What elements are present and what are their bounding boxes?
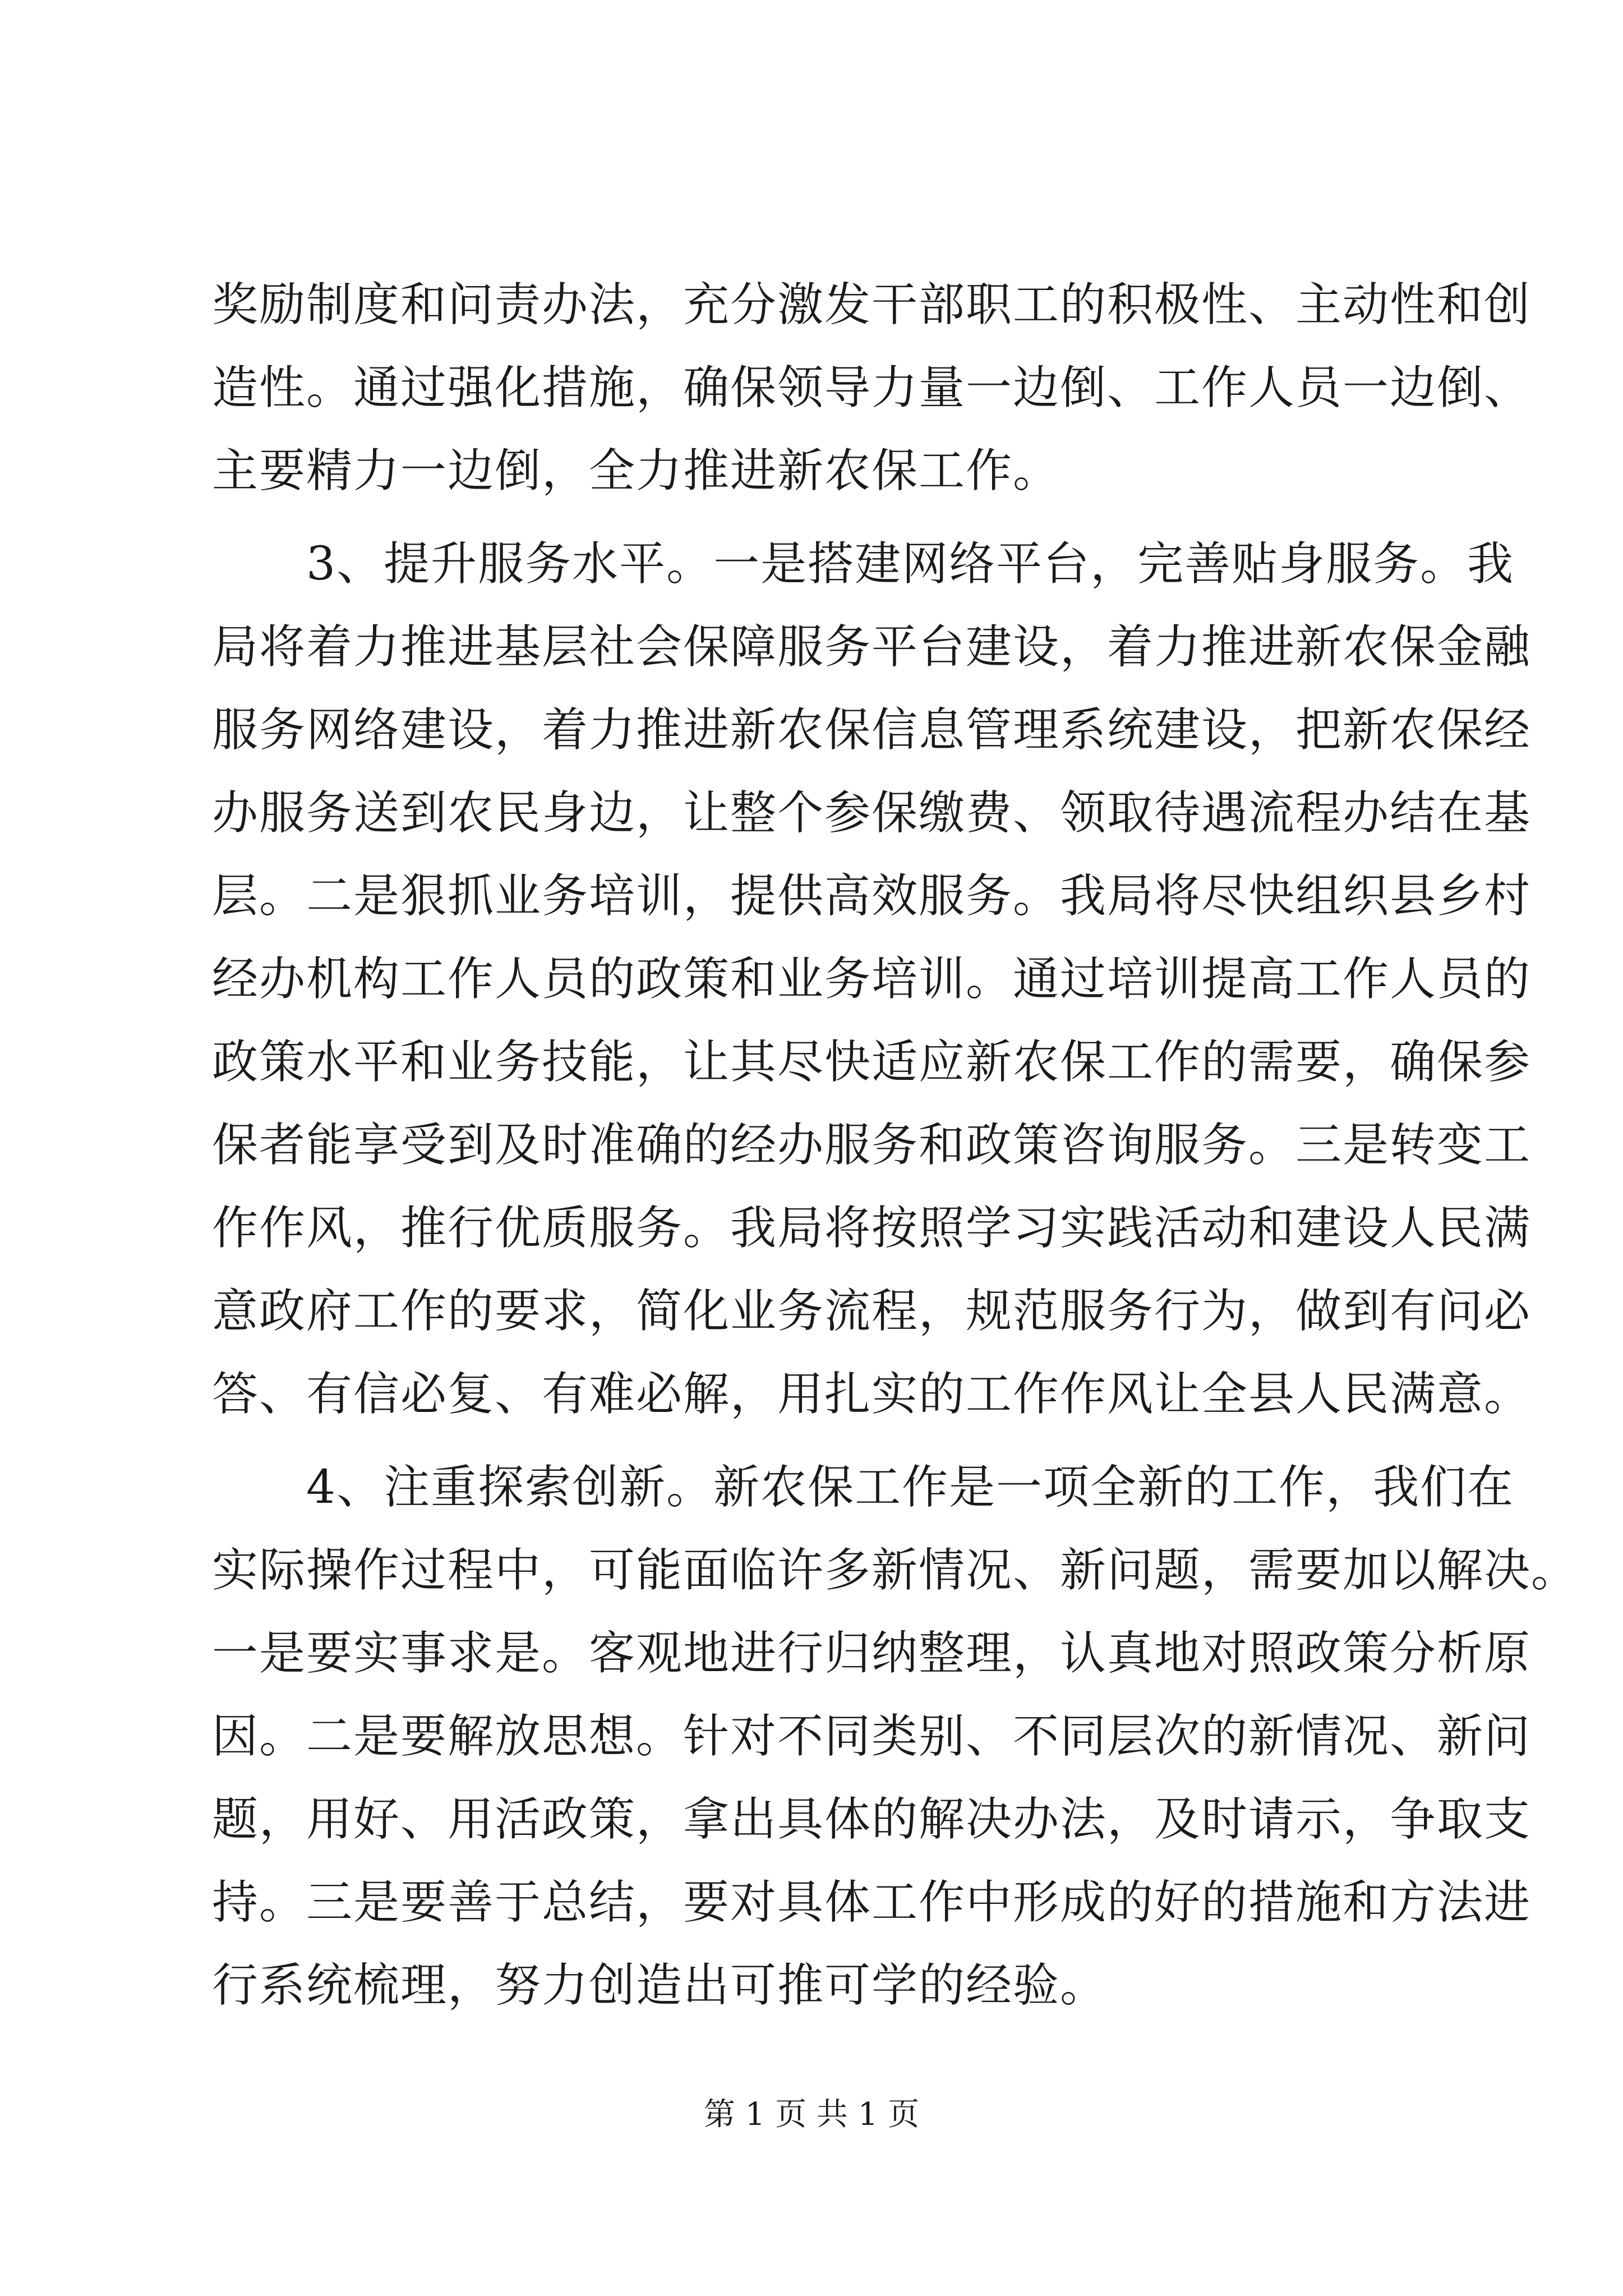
paragraph-2-line-11: 答、有信必复、有难必解，用扎实的工作作风让全县人民满意。 xyxy=(212,1368,1532,1421)
paragraph-2-line-8: 保者能享受到及时准确的经办服务和政策咨询服务。三是转变工 xyxy=(212,1119,1532,1172)
paragraph-gap xyxy=(212,1436,1418,1446)
paragraph-3-line-1: 4、注重探索创新。新农保工作是一项全新的工作，我们在 xyxy=(306,1461,1515,1514)
paragraph-2-line-5: 层。二是狠抓业务培训，提供高效服务。我局将尽快组织县乡村 xyxy=(212,869,1532,923)
paragraph-2-line-7: 政策水平和业务技能，让其尽快适应新农保工作的需要，确保参 xyxy=(212,1036,1532,1089)
paragraph-3-line-6: 持。三是要善于总结，要对具体工作中形成的好的措施和方法进 xyxy=(212,1876,1532,1929)
paragraph-2-line-4: 办服务送到农民身边，让整个参保缴费、领取待遇流程办结在基 xyxy=(212,786,1532,840)
paragraph-3-line-2: 实际操作过程中，可能面临许多新情况、新问题，需要加以解决。 xyxy=(212,1544,1579,1597)
paragraph-3-line-3: 一是要实事求是。客观地进行归纳整理，认真地对照政策分析原 xyxy=(212,1627,1532,1680)
page-footer: 第 1 页 共 1 页 xyxy=(703,2096,920,2133)
paragraph-3-line-4: 因。二是要解放思想。针对不同类别、不同层次的新情况、新问 xyxy=(212,1710,1532,1763)
paragraph-1-line-2: 造性。通过强化措施，确保领导力量一边倒、工作人员一边倒、 xyxy=(212,361,1532,415)
paragraph-2-line-2: 局将着力推进基层社会保障服务平台建设，着力推进新农保金融 xyxy=(212,620,1532,674)
document-body xyxy=(212,264,1579,2027)
paragraph-3-line-7: 行系统梳理，努力创造出可推可学的经验。 xyxy=(212,1959,1108,2012)
paragraph-1-line-1: 奖励制度和问责办法，充分激发干部职工的积极性、主动性和创 xyxy=(212,278,1532,332)
paragraph-1-line-3: 主要精力一边倒，全力推进新农保工作。 xyxy=(212,444,1061,498)
paragraph-2-line-9: 作作风，推行优质服务。我局将按照学习实践活动和建设人民满 xyxy=(212,1202,1532,1255)
paragraph-3-line-5: 题，用好、用活政策，拿出具体的解决办法，及时请示，争取支 xyxy=(212,1793,1532,1846)
paragraph-2-line-1: 3、提升服务水平。一是搭建网络平台，完善贴身服务。我 xyxy=(306,537,1515,591)
paragraph-2-line-10: 意政府工作的要求，简化业务流程，规范服务行为，做到有问必 xyxy=(212,1285,1532,1338)
paragraph-2-line-6: 经办机构工作人员的政策和业务培训。通过培训提高工作人员的 xyxy=(212,953,1532,1006)
paragraph-2-line-3: 服务网络建设，着力推进新农保信息管理系统建设，把新农保经 xyxy=(212,703,1532,757)
paragraph-gap xyxy=(212,513,1418,523)
